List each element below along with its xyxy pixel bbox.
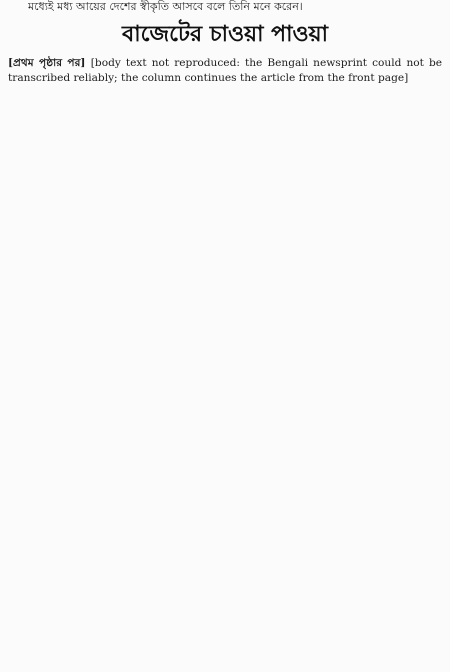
article-headline: বাজেটের চাওয়া পাওয়া: [121, 22, 329, 47]
previous-article-cut-line: মধ্যেই মধ্য আয়ের দেশের স্বীকৃতি আসবে বলে তিনি মনে করেন।: [28, 0, 303, 13]
article-body-text: [body text not reproduced: the Bengali newsprint could not be transcribed reliably; the column continues the article from the front page]: [8, 57, 442, 85]
article-body: [8, 56, 442, 666]
continued-marker: [ প্রথম পৃষ্ঠার পর ]: [8, 57, 91, 69]
